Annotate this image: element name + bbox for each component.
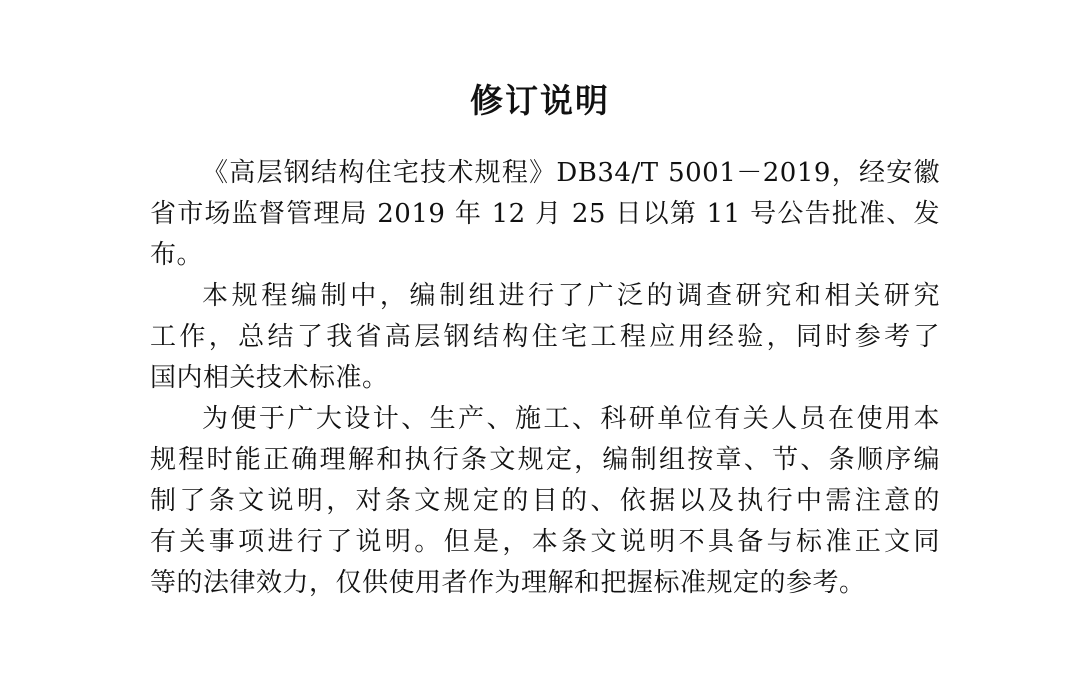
paragraph-2-line-2: 工作，总结了我省高层钢结构住宅工程应用经验，同时参考了 — [150, 322, 940, 352]
paragraph-3-line-2: 规程时能正确理解和执行条文规定，编制组按章、节、条顺序编 — [150, 445, 940, 475]
paragraph-2-line-1: 本规程编制中，编制组进行了广泛的调查研究和相关研究 — [202, 281, 940, 311]
paragraph-1-line-1: 《高层钢结构住宅技术规程》DB34/T 5001－2019，经安徽 — [202, 158, 940, 188]
paragraph-3-line-4: 有关事项进行了说明。但是，本条文说明不具备与标准正文同 — [150, 527, 940, 557]
paragraph-1-line-3: 布。 — [150, 240, 204, 270]
paragraph-3-line-3: 制了条文说明，对条文规定的目的、依据以及执行中需注意的 — [150, 486, 940, 516]
paragraph-3-line-5: 等的法律效力，仅供使用者作为理解和把握标准规定的参考。 — [150, 568, 866, 598]
paragraph-3-line-1: 为便于广大设计、生产、施工、科研单位有关人员在使用本 — [202, 404, 940, 434]
paragraph-1-line-2: 省市场监督管理局 2019 年 12 月 25 日以第 11 号公告批准、发 — [150, 199, 940, 229]
paragraph-2-line-3: 国内相关技术标准。 — [150, 363, 389, 393]
page-title: 修订说明 — [470, 81, 610, 120]
